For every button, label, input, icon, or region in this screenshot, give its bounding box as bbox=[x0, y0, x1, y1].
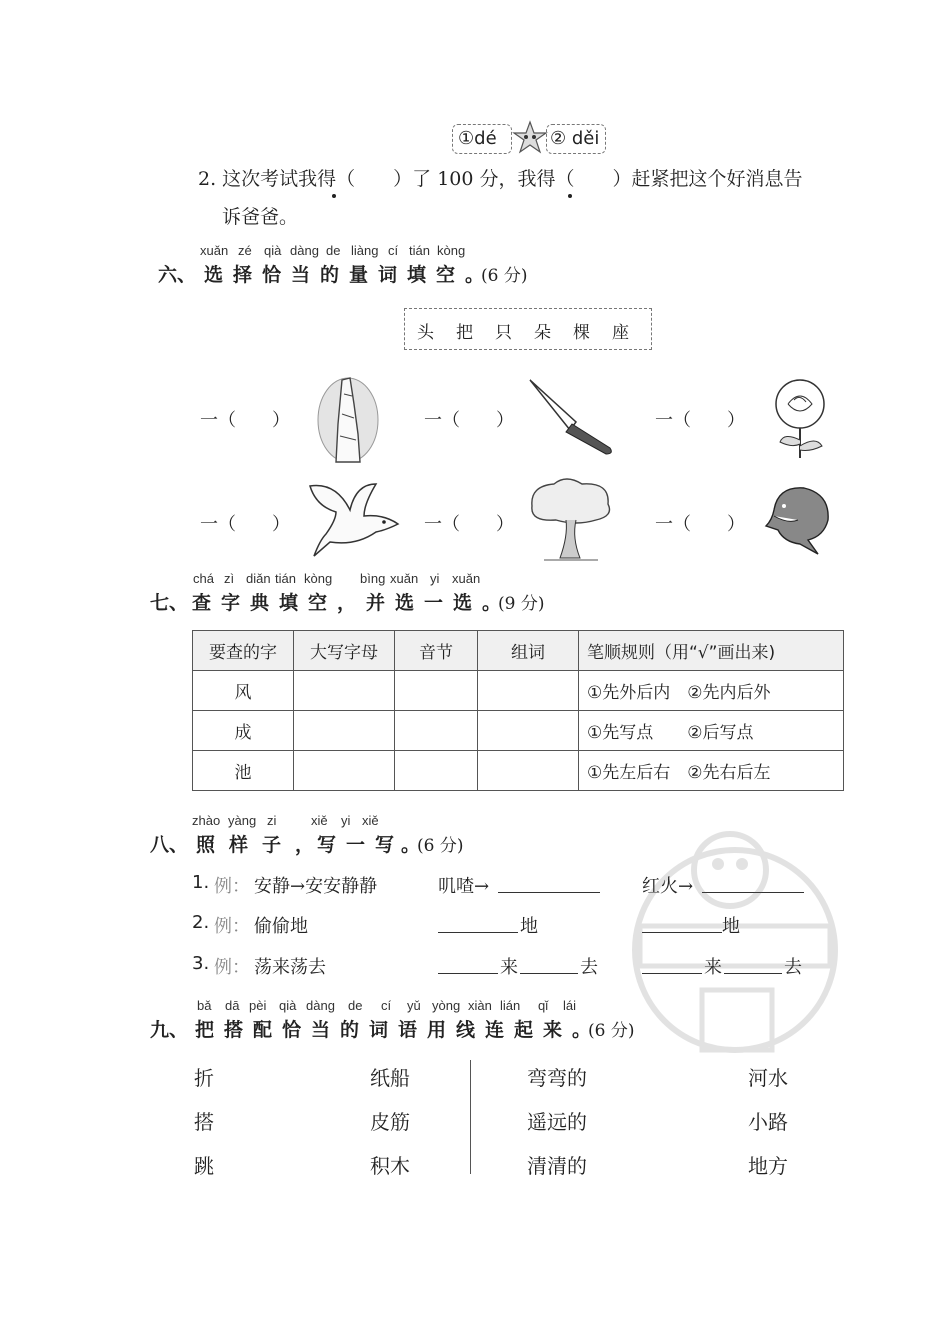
ch: 样 bbox=[229, 834, 249, 856]
answer-cell[interactable] bbox=[294, 711, 395, 751]
ch: 并 bbox=[366, 592, 386, 614]
match-noun[interactable]: 小路 bbox=[748, 1110, 788, 1134]
ch: ， bbox=[337, 592, 357, 614]
word: 座 bbox=[612, 323, 629, 343]
ch: 起 bbox=[514, 1019, 534, 1041]
py: cí bbox=[388, 243, 399, 258]
answer-cell[interactable] bbox=[395, 711, 478, 751]
ch: 恰 bbox=[282, 1019, 302, 1041]
knife-icon bbox=[526, 378, 616, 456]
py: liàng bbox=[351, 243, 379, 258]
ch: 恰 bbox=[262, 264, 282, 286]
ch: 连 bbox=[485, 1019, 505, 1041]
py: chá bbox=[193, 571, 214, 586]
ch: 查 bbox=[192, 592, 212, 614]
ch: 搭 bbox=[224, 1019, 244, 1041]
header-cell: 要查的字 bbox=[193, 631, 294, 671]
py: qià bbox=[279, 998, 297, 1013]
mountain-icon bbox=[316, 374, 380, 464]
word: 把 bbox=[456, 323, 473, 343]
py: de bbox=[348, 998, 363, 1013]
ch: 填 bbox=[279, 592, 299, 614]
ch: 写 bbox=[375, 834, 395, 856]
sec-num: 七、 bbox=[150, 592, 189, 614]
l1-prompt-b: 红火→ bbox=[642, 876, 694, 897]
l1-example: 安静→安安静静 bbox=[254, 876, 378, 897]
l1-prompt-a: 叽喳→ bbox=[438, 876, 490, 897]
py: bǎ bbox=[197, 998, 212, 1013]
py: xuǎn bbox=[390, 571, 419, 586]
header-cell: 笔顺规则（用“√”画出来) bbox=[579, 631, 844, 671]
option-box-2 bbox=[546, 124, 606, 154]
option-1: ①dé bbox=[458, 128, 497, 149]
ch: 空 bbox=[436, 264, 456, 286]
l3-num: 3. bbox=[192, 953, 210, 974]
ch: 。 bbox=[572, 1019, 592, 1041]
q2-line2: 诉爸爸。 bbox=[222, 206, 299, 228]
ch: 语 bbox=[398, 1019, 418, 1041]
stroke-rule[interactable]: ①先外后内 ②先内后外 bbox=[579, 671, 844, 711]
s9-title bbox=[150, 1015, 634, 1042]
py: tián bbox=[409, 243, 430, 258]
match-divider bbox=[470, 1060, 471, 1174]
ch: 词 bbox=[378, 264, 398, 286]
ch: 一 bbox=[424, 592, 444, 614]
py: yòng bbox=[432, 998, 461, 1013]
py: bìng bbox=[360, 571, 386, 586]
star-face-icon bbox=[512, 120, 548, 156]
l3-qu-b: 去 bbox=[784, 957, 802, 978]
ch: 来 bbox=[543, 1019, 563, 1041]
match-word-right[interactable]: 纸船 bbox=[370, 1066, 410, 1090]
mw-item-knife[interactable]: 一（ ） bbox=[424, 410, 514, 431]
l3-example: 荡来荡去 bbox=[254, 957, 326, 978]
ch: 照 bbox=[196, 834, 216, 856]
table-header-row bbox=[193, 631, 844, 671]
ch: 把 bbox=[195, 1019, 215, 1041]
l2-suffix-a: 地 bbox=[520, 916, 538, 937]
ch: 的 bbox=[320, 264, 340, 286]
ch: 词 bbox=[369, 1019, 389, 1041]
l3-blank-2[interactable] bbox=[520, 955, 578, 974]
answer-cell[interactable] bbox=[478, 711, 579, 751]
mw-item-mountain[interactable]: 一（ ） bbox=[200, 410, 290, 431]
s6-title bbox=[158, 260, 527, 287]
ch: 填 bbox=[407, 264, 427, 286]
answer-cell[interactable] bbox=[478, 671, 579, 711]
sec-num: 九、 bbox=[150, 1019, 189, 1041]
l2-example: 偷偷地 bbox=[254, 916, 308, 937]
py: xiě bbox=[311, 813, 328, 828]
match-adj[interactable]: 清清的 bbox=[527, 1154, 587, 1178]
py: zi bbox=[267, 813, 277, 828]
s6-score: (6 分) bbox=[481, 266, 528, 286]
measure-word-box bbox=[404, 308, 652, 350]
l2-eg: 例： bbox=[214, 916, 250, 937]
py: lián bbox=[500, 998, 521, 1013]
s8-score: (6 分) bbox=[417, 836, 464, 856]
dove-icon bbox=[306, 480, 402, 560]
py: yi bbox=[341, 813, 351, 828]
l3-blank-1[interactable] bbox=[438, 955, 498, 974]
py: diǎn bbox=[246, 571, 271, 586]
ch: 。 bbox=[465, 264, 485, 286]
answer-cell[interactable] bbox=[294, 671, 395, 711]
rose-icon bbox=[770, 374, 830, 460]
lookup-char: 成 bbox=[193, 711, 294, 751]
s9-score: (6 分) bbox=[588, 1021, 635, 1041]
py: kòng bbox=[304, 571, 333, 586]
py: lái bbox=[563, 998, 577, 1013]
py: dàng bbox=[306, 998, 335, 1013]
option-box-1 bbox=[452, 124, 512, 154]
py: dàng bbox=[290, 243, 319, 258]
s7-score: (9 分) bbox=[498, 594, 545, 614]
l1-eg: 例： bbox=[214, 876, 250, 897]
match-word-right[interactable]: 皮筋 bbox=[370, 1110, 410, 1134]
ch: 。 bbox=[482, 592, 502, 614]
py: de bbox=[326, 243, 341, 258]
ch: 配 bbox=[253, 1019, 273, 1041]
option-2: ② děi bbox=[550, 128, 600, 149]
ch: ， bbox=[295, 834, 315, 856]
sec-num: 六、 bbox=[158, 264, 197, 286]
py: yi bbox=[430, 571, 440, 586]
watermark-logo bbox=[630, 800, 840, 1060]
mw-item-bird[interactable]: 一（ ） bbox=[200, 514, 290, 535]
ch: 子 bbox=[262, 834, 282, 856]
py: xiě bbox=[362, 813, 379, 828]
ch: 的 bbox=[340, 1019, 360, 1041]
header-cell: 音节 bbox=[395, 631, 478, 671]
word: 头 bbox=[417, 323, 434, 343]
ch: 。 bbox=[401, 834, 421, 856]
py: qià bbox=[264, 243, 282, 258]
sec-num: 八、 bbox=[150, 834, 189, 856]
py: zì bbox=[224, 571, 235, 586]
l3-eg: 例： bbox=[214, 957, 250, 978]
ch: 典 bbox=[250, 592, 270, 614]
py: yàng bbox=[228, 813, 257, 828]
py: tián bbox=[275, 571, 296, 586]
table-row bbox=[193, 751, 844, 791]
l2-num: 2. bbox=[192, 912, 210, 933]
s7-title bbox=[150, 588, 544, 615]
dot-mark-2 bbox=[568, 194, 572, 198]
ch: 量 bbox=[349, 264, 369, 286]
py: kòng bbox=[437, 243, 466, 258]
py: zé bbox=[238, 243, 252, 258]
answer-cell[interactable] bbox=[294, 751, 395, 791]
answer-cell[interactable] bbox=[395, 751, 478, 791]
py: qǐ bbox=[538, 998, 549, 1013]
py: xiàn bbox=[468, 998, 492, 1013]
py: cí bbox=[381, 998, 392, 1013]
tree-icon bbox=[526, 476, 614, 562]
match-word-left[interactable]: 跳 bbox=[194, 1154, 214, 1178]
py: dā bbox=[225, 998, 240, 1013]
match-word-left[interactable]: 折 bbox=[194, 1066, 214, 1090]
stroke-rule[interactable]: ①先写点 ②后写点 bbox=[579, 711, 844, 751]
l3-lai-b: 来 bbox=[704, 957, 722, 978]
mw-item-dolphin[interactable]: 一（ ） bbox=[655, 514, 745, 535]
l2-blank-a[interactable] bbox=[438, 914, 518, 933]
s8-title bbox=[150, 830, 463, 857]
ch: 空 bbox=[308, 592, 328, 614]
header-cell: 组词 bbox=[478, 631, 579, 671]
ch: 选 bbox=[204, 264, 224, 286]
l3-qu-a: 去 bbox=[580, 957, 598, 978]
l1-num: 1. bbox=[192, 872, 210, 893]
py: zhào bbox=[192, 813, 221, 828]
match-noun[interactable]: 河水 bbox=[748, 1066, 788, 1090]
ch: 选 bbox=[453, 592, 473, 614]
dolphin-icon bbox=[764, 480, 840, 558]
l1-blank-a[interactable] bbox=[498, 874, 600, 893]
dictionary-table bbox=[192, 630, 844, 791]
ch: 选 bbox=[395, 592, 415, 614]
dot-mark-1 bbox=[332, 194, 336, 198]
ch: 字 bbox=[221, 592, 241, 614]
table-row bbox=[193, 671, 844, 711]
ch: 写 bbox=[317, 834, 337, 856]
stroke-rule[interactable]: ①先左后右 ②先右后左 bbox=[579, 751, 844, 791]
match-word-right[interactable]: 积木 bbox=[370, 1154, 410, 1178]
ch: 当 bbox=[311, 1019, 331, 1041]
ch: 线 bbox=[456, 1019, 476, 1041]
match-word-left[interactable]: 搭 bbox=[194, 1110, 214, 1134]
match-adj[interactable]: 弯弯的 bbox=[527, 1066, 587, 1090]
py: xuǎn bbox=[452, 571, 481, 586]
lookup-char: 池 bbox=[193, 751, 294, 791]
ch: 用 bbox=[427, 1019, 447, 1041]
lookup-char: 风 bbox=[193, 671, 294, 711]
l3-lai-a: 来 bbox=[500, 957, 518, 978]
ch: 择 bbox=[233, 264, 253, 286]
q2-line1: 2. 这次考试我得（ ）了 100 分，我得（ ）赶紧把这个好消息告 bbox=[198, 168, 803, 190]
word: 棵 bbox=[573, 323, 590, 343]
word: 朵 bbox=[534, 323, 551, 343]
py: pèi bbox=[249, 998, 267, 1013]
match-noun[interactable]: 地方 bbox=[748, 1154, 788, 1178]
l2-suffix-b: 地 bbox=[722, 916, 740, 937]
ch: 当 bbox=[291, 264, 311, 286]
py: xuǎn bbox=[200, 243, 229, 258]
header-cell: 大写字母 bbox=[294, 631, 395, 671]
mw-item-flower[interactable]: 一（ ） bbox=[655, 410, 745, 431]
match-adj[interactable]: 遥远的 bbox=[527, 1110, 587, 1134]
answer-cell[interactable] bbox=[395, 671, 478, 711]
answer-cell[interactable] bbox=[478, 751, 579, 791]
table-row bbox=[193, 711, 844, 751]
py: yǔ bbox=[407, 998, 421, 1013]
mw-item-tree[interactable]: 一（ ） bbox=[424, 514, 514, 535]
ch: 一 bbox=[346, 834, 366, 856]
word: 只 bbox=[495, 323, 512, 343]
